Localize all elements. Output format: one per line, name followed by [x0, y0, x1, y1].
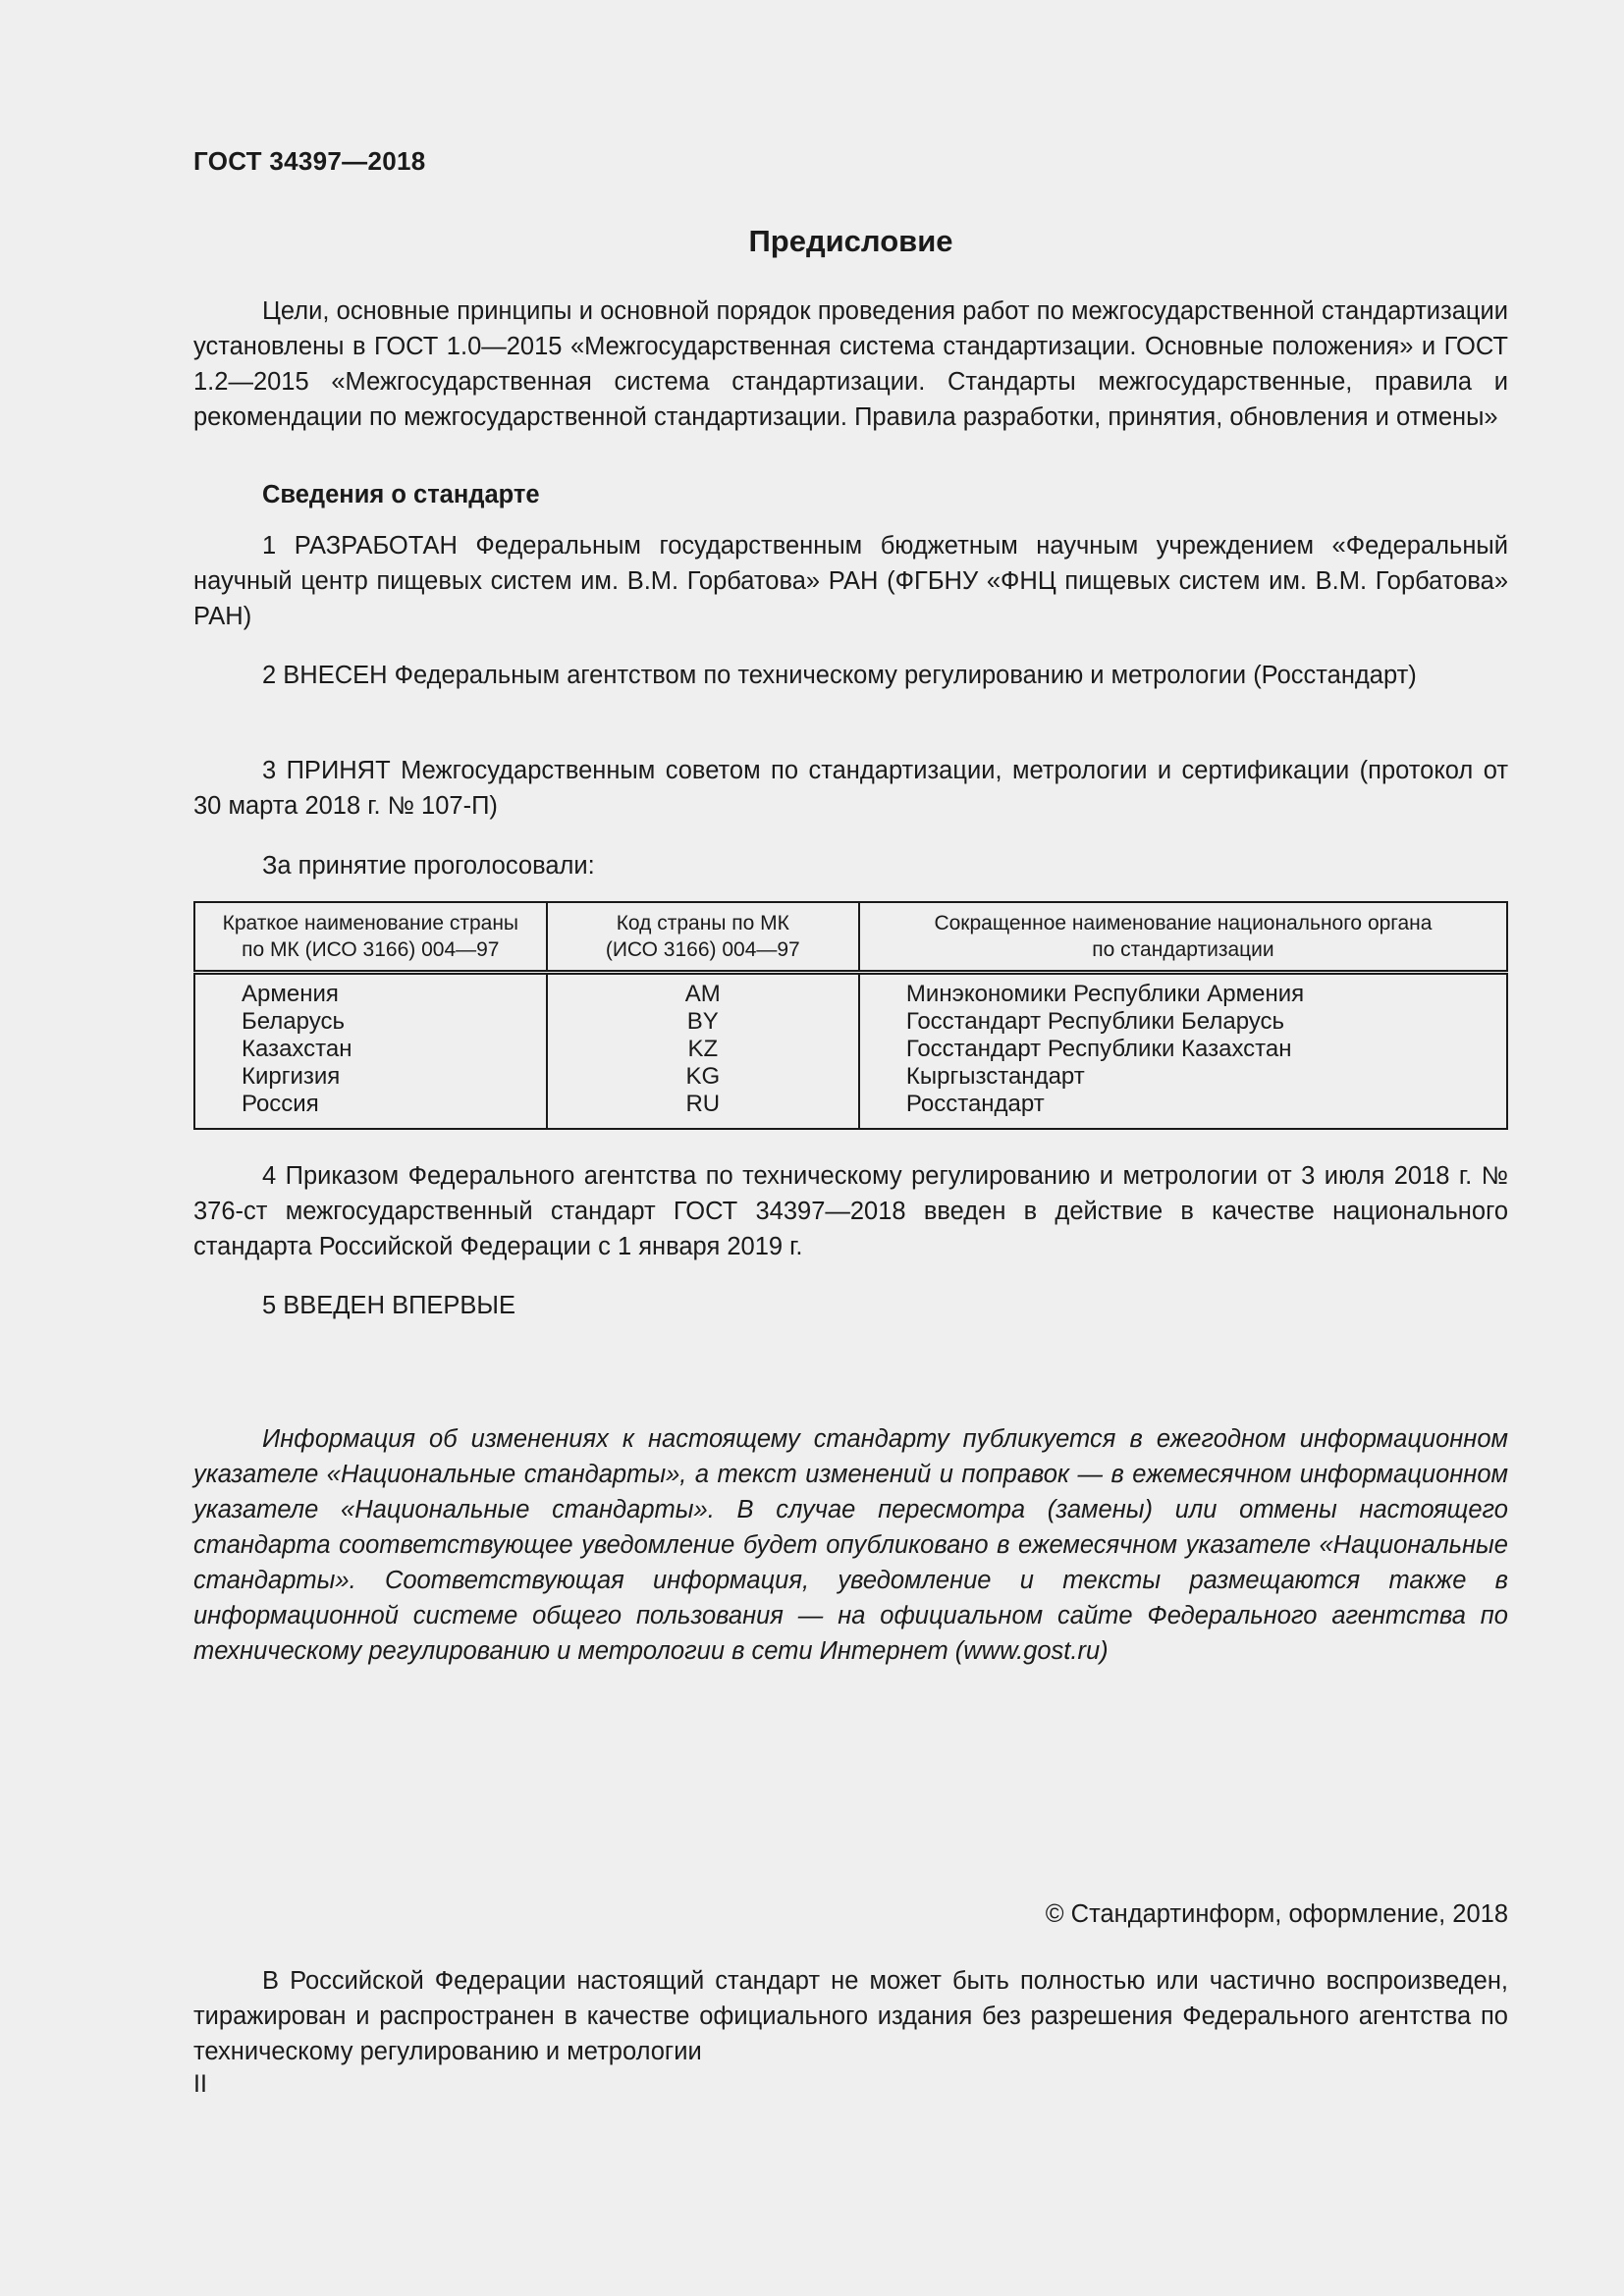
section-subheading: Сведения о стандарте	[262, 481, 540, 508]
item-3-paragraph: 3 ПРИНЯТ Межгосударственным советом по стандартизации, метрологии и сертификации (протокол от 30 марта 2018 г. № 107-П)	[193, 757, 1508, 820]
national-body: Госстандарт Республики Беларусь	[905, 1008, 1284, 1035]
table-header-body: Сокращенное наименование национального органа по стандартизации	[859, 902, 1507, 973]
country-code: AM	[684, 981, 721, 1007]
vote-block	[193, 848, 1508, 883]
restriction-paragraph: В Российской Федерации настоящий стандарт не может быть полностью или частично воспроизведен, тиражирован и распространен в качестве официального издания без разрешения Федерального агентства по техническому регулированию и метрологии	[193, 1967, 1508, 2065]
copyright-line: © Стандартинформ, оформление, 2018	[1045, 1900, 1508, 1928]
country-code: KZ	[687, 1036, 719, 1062]
document-code: ГОСТ 34397—2018	[193, 146, 426, 176]
table-row	[194, 973, 1507, 1130]
item-2-block	[193, 658, 1508, 693]
item-5-block	[193, 1288, 1508, 1323]
intro-block	[193, 294, 1508, 435]
item-2-paragraph: 2 ВНЕСЕН Федеральным агентством по техническому регулированию и метрологии (Росстандарт)	[262, 662, 1417, 689]
info-notice-paragraph: Информация об изменениях к настоящему стандарту публикуется в ежегодном информационном указателе «Национальные стандарты», а текст изменений и поправок — в ежемесячном информационном указателе «Национальные стандарты». В случае пересмотра (замены) или отмены настоящего стандарта соответствующее уведомление будет опубликовано в ежемесячном указателе «Национальные стандарты». Соответствующая информация, уведомление и тексты размещаются также в информационной системе общего пользования — на официальном сайте Федерального агентства по техническому регулированию и метрологии в сети Интернет (www.gost.ru)	[193, 1425, 1508, 1665]
country-code: KG	[685, 1063, 721, 1090]
national-body: Кыргызстандарт	[905, 1063, 1085, 1090]
country-name: Казахстан	[242, 1036, 352, 1062]
item-5-paragraph: 5 ВВЕДЕН ВПЕРВЫЕ	[262, 1292, 516, 1319]
item-4-block	[193, 1158, 1508, 1264]
country-name: Беларусь	[242, 1008, 345, 1035]
item-1-block	[193, 528, 1508, 634]
item-3-block	[193, 753, 1508, 824]
national-body: Госстандарт Республики Казахстан	[905, 1036, 1292, 1062]
country-name: Армения	[242, 981, 339, 1007]
member-countries-table	[193, 901, 1508, 1130]
restriction-block	[193, 1963, 1508, 2069]
intro-paragraph: Цели, основные принципы и основной порядок проведения работ по межгосударственной стандартизации установлены в ГОСТ 1.0—2015 «Межгосударственная система стандартизации. Основные положения» и ГОСТ 1.2—2015 «Межгосударственная система стандартизации. Стандарты межгосударственные, правила и рекомендации по межгосударственной стандартизации. Правила разработки, принятия, обновления и отмены»	[193, 297, 1508, 431]
country-code: RU	[685, 1091, 721, 1117]
page-title: Предисловие	[748, 224, 953, 258]
national-body: Росстандарт	[905, 1091, 1045, 1117]
code-column	[547, 973, 859, 1130]
body-column	[859, 973, 1507, 1130]
table-header-code: Код страны по МК (ИСО 3166) 004—97	[547, 902, 859, 973]
country-code: BY	[686, 1008, 719, 1035]
vote-paragraph: За принятие проголосовали:	[262, 852, 595, 880]
item-4-paragraph: 4 Приказом Федерального агентства по техническому регулированию и метрологии от 3 июля 2018 г. № 376-ст межгосударственный стандарт ГОСТ 34397—2018 введен в действие в качестве национального стандарта Российской Федерации с 1 января 2019 г.	[193, 1162, 1508, 1260]
table-header-country: Краткое наименование страны по МК (ИСО 3166) 004—97	[194, 902, 547, 973]
page-number: II	[193, 2070, 207, 2098]
country-column	[194, 973, 547, 1130]
country-name: Россия	[242, 1091, 319, 1117]
info-notice-block	[193, 1421, 1508, 1669]
item-1-paragraph: 1 РАЗРАБОТАН Федеральным государственным бюджетным научным учреждением «Федеральный научный центр пищевых систем им. В.М. Горбатова» РАН (ФГБНУ «ФНЦ пищевых систем им. В.М. Горбатова» РАН)	[193, 532, 1508, 630]
national-body: Минэкономики Республики Армения	[905, 981, 1305, 1007]
country-name: Киргизия	[242, 1063, 341, 1090]
